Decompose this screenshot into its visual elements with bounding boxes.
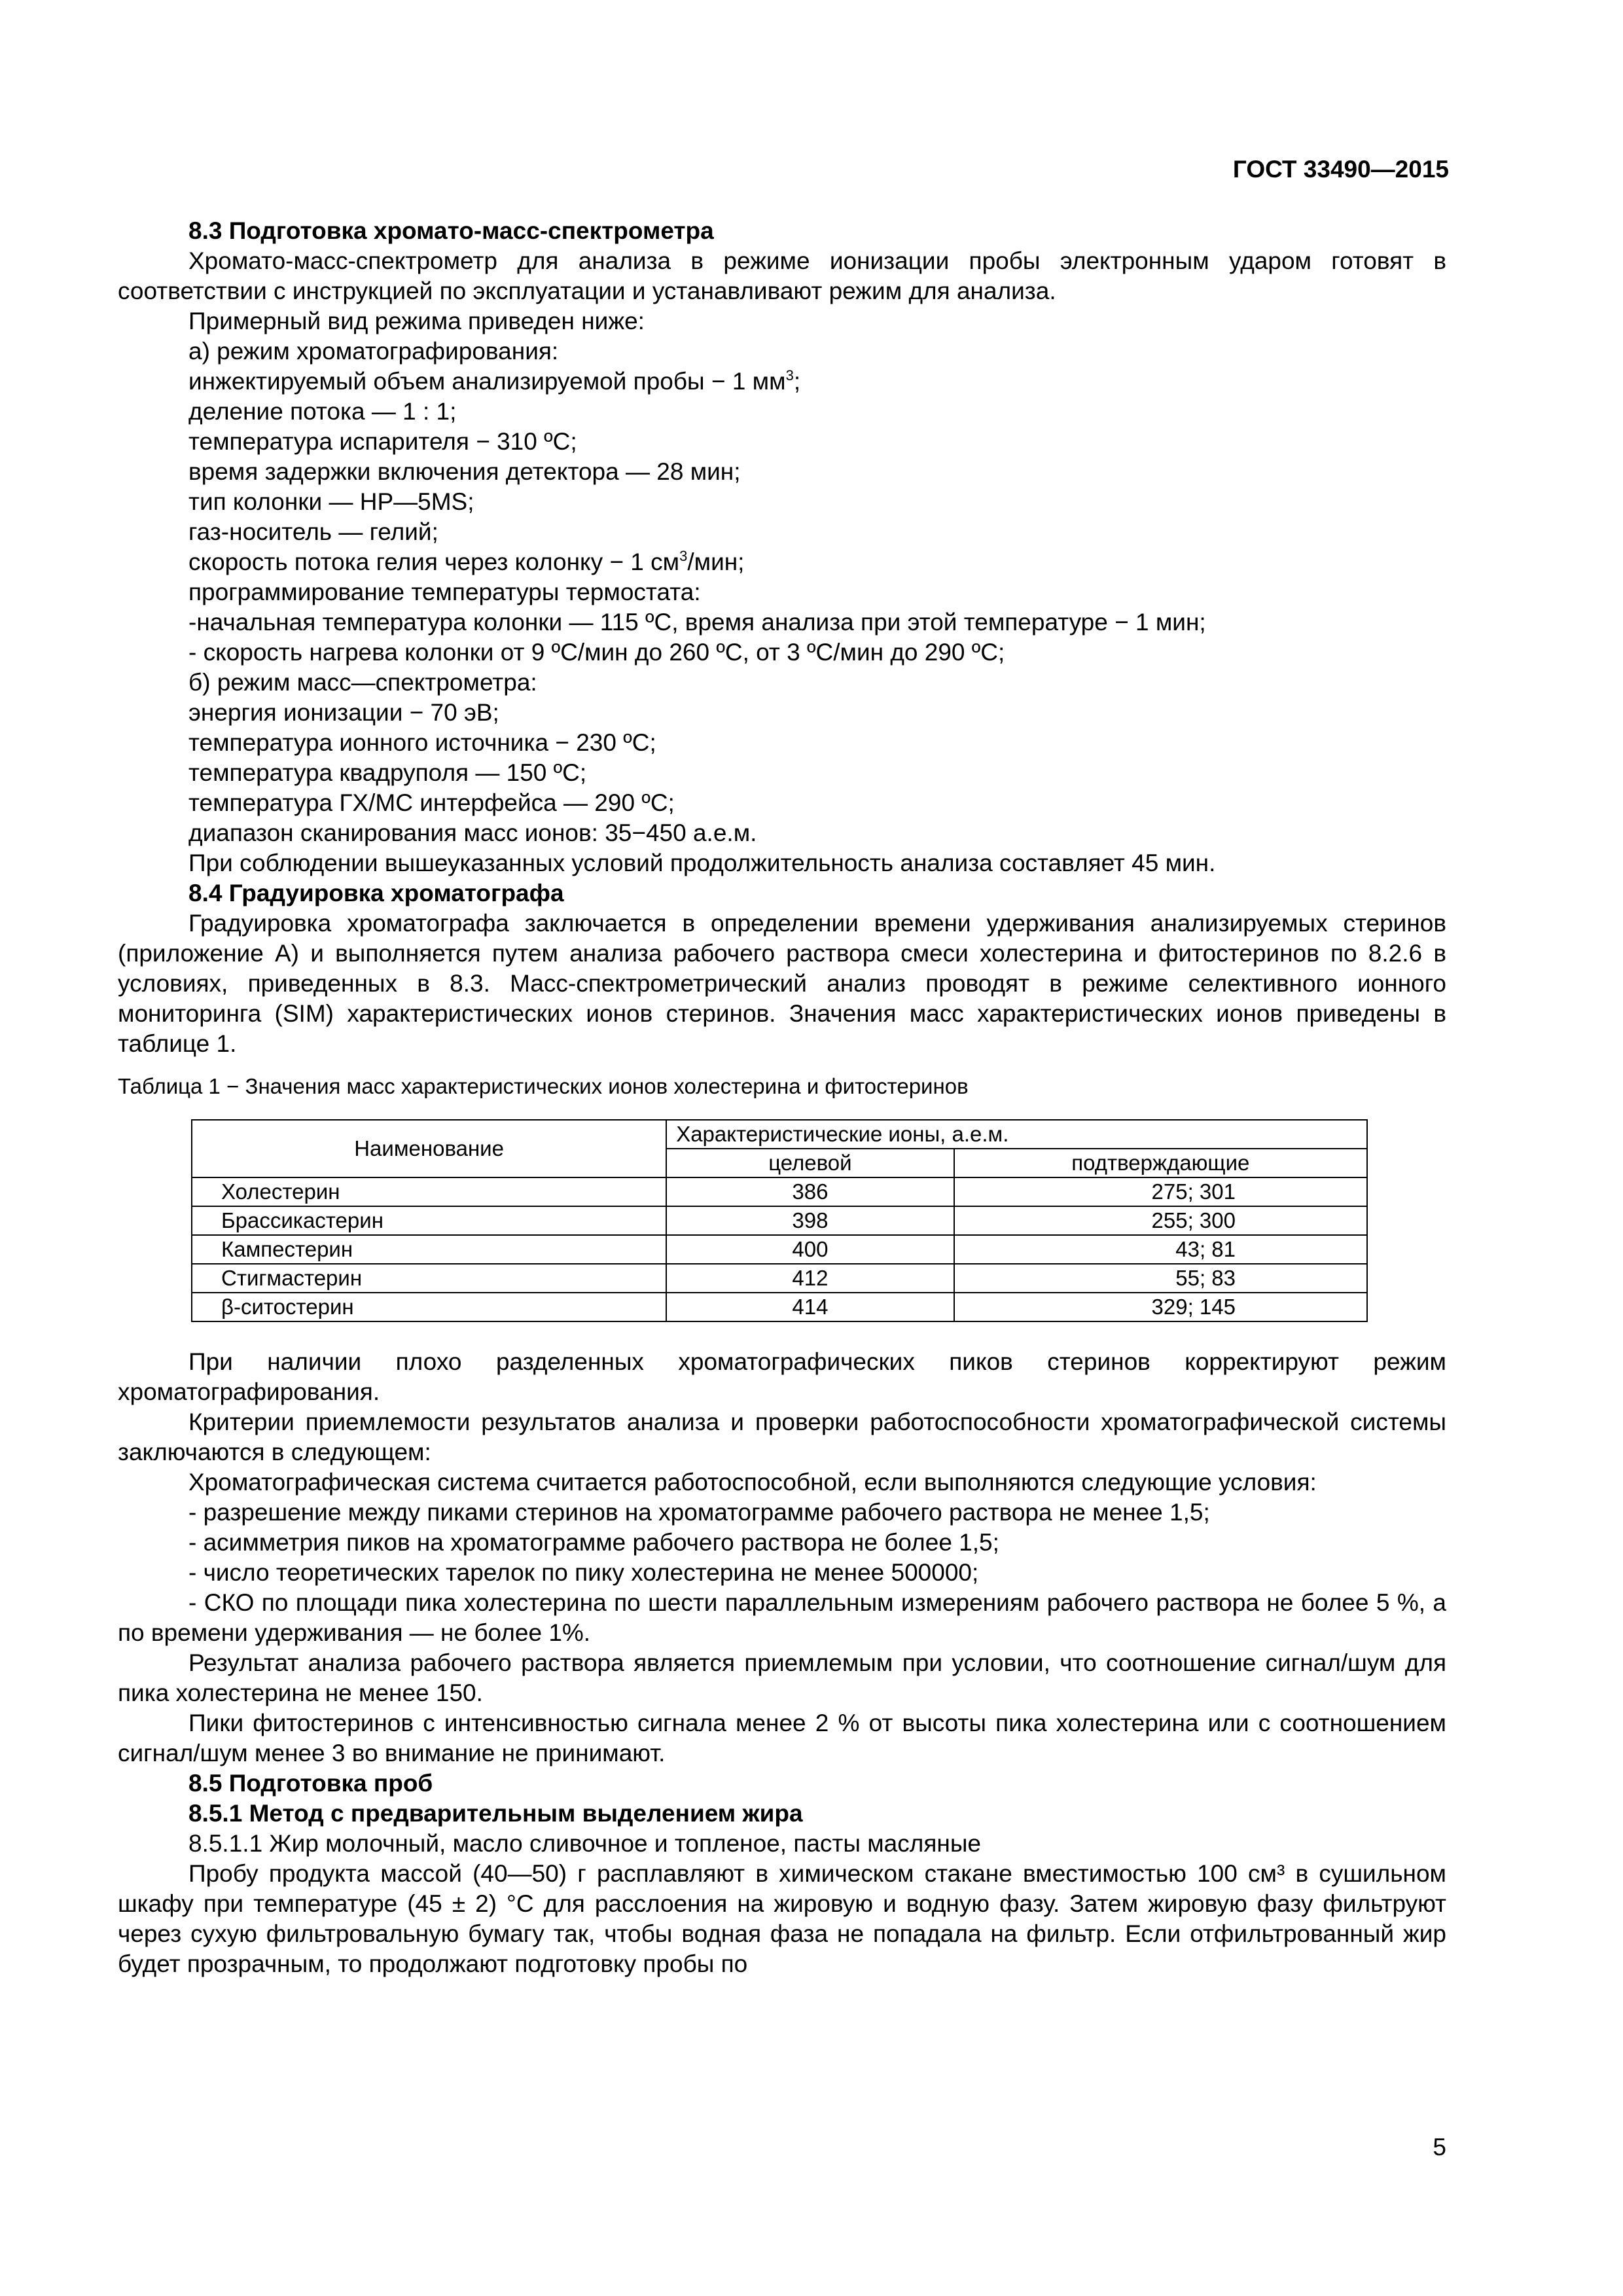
- line-scan-range: диапазон сканирования масс ионов: 35−450 а.е.м.: [188, 819, 757, 846]
- criterion-plates: - число теоретических тарелок по пику холестерина не менее 500000;: [188, 1559, 979, 1586]
- paragraph-sample-prep: Пробу продукта массой (40—50) г расплавляют в химическом стакане вместимостью 100 см³ в сушильном шкафу при температуре (45 ± 2) °С для расслоения на жировую и водную фазу. Затем жировую фазу фильтруют через сухую фильтровальную бумагу так, чтобы водная фаза не попадала на фильтр. Если отфильтрованный жир будет прозрачным, то продолжают подготовку пробы по: [118, 1860, 1446, 1977]
- table-header-name: Наименование: [192, 1120, 666, 1177]
- table-cell-target: 412: [666, 1264, 954, 1293]
- line-ionization-energy: энергия ионизации − 70 эВ;: [188, 699, 499, 726]
- document-body: [118, 216, 1446, 1979]
- line-heating-rate: - скорость нагрева колонки от 9 ºС/мин до 260 ºС, от 3 ºС/мин до 290 ºС;: [188, 639, 1005, 666]
- table-cell-target: 400: [666, 1235, 954, 1264]
- line-source-temp: температура ионного источника − 230 ºС;: [188, 729, 656, 756]
- line-mode-a-title: а) режим хроматографирования:: [188, 338, 559, 365]
- table-cell-target: 414: [666, 1293, 954, 1321]
- paragraph-intro: Хромато-масс-спектрометр для анализа в режиме ионизации пробы электронным ударом готовят в соответствии с инструкцией по эксплуатации и устанавливают режим для анализа.: [118, 247, 1446, 304]
- line-column-type: тип колонки — HP—5MS;: [188, 488, 474, 515]
- paragraph-calibration: Градуировка хроматографа заключается в определении времени удерживания анализируемых стеринов (приложение А) и выполняется путем анализа рабочего раствора смеси холестерина и фитостеринов по 8.2.6 в условиях, приведенных в 8.3. Масс-спектрометрический анализ проводят в режиме селективного ионного мониторинга (SIM) характеристических ионов стеринов. Значения масс характеристических ионов приведены в таблице 1.: [118, 910, 1446, 1057]
- paragraph-criteria: Критерии приемлемости результатов анализа и проверки работоспособности хроматографической системы заключаются в следующем:: [118, 1408, 1446, 1465]
- section-heading-8-4: 8.4 Градуировка хроматографа: [188, 880, 564, 906]
- table-cell-target: 386: [666, 1177, 954, 1206]
- table-header-target: целевой: [666, 1149, 954, 1177]
- line-carrier-gas: газ-носитель — гелий;: [188, 518, 438, 545]
- table-cell-name: Кампестерин: [192, 1235, 666, 1264]
- table-row: [192, 1235, 1367, 1264]
- paragraph-phytosterols: Пики фитостеринов с интенсивностью сигнала менее 2 % от высоты пика холестерина или с соотношением сигнал/шум менее 3 во внимание не принимают.: [118, 1710, 1446, 1767]
- table-cell-name: Холестерин: [192, 1177, 666, 1206]
- section-heading-8-3: 8.3 Подготовка хромато-масс-спектрометра: [188, 217, 714, 244]
- line-evaporator: температура испарителя − 310 ºС;: [188, 428, 577, 455]
- paragraph-signal-noise: Результат анализа рабочего раствора является приемлемым при условии, что соотношение сигнал/шум для пика холестерина не менее 150.: [118, 1649, 1446, 1706]
- criterion-resolution: - разрешение между пиками стеринов на хроматограмме рабочего раствора не менее 1,5;: [188, 1499, 1210, 1526]
- table-cell-confirm: 55; 83: [954, 1264, 1367, 1293]
- line-program: программирование температуры термостата:: [188, 579, 701, 605]
- table-header-confirm: подтверждающие: [954, 1149, 1367, 1177]
- line-interface-temp: температура ГХ/МС интерфейса — 290 ºС;: [188, 789, 675, 816]
- table-row: [192, 1293, 1367, 1321]
- table-cell-name: Стигмастерин: [192, 1264, 666, 1293]
- criterion-rsd: - СКО по площади пика холестерина по шести параллельным измерениям рабочего раствора не более 5 %, а по времени удерживания — не более 1%.: [118, 1589, 1446, 1646]
- section-heading-8-5-1-1: 8.5.1.1 Жир молочный, масло сливочное и топленое, пасты масляные: [188, 1830, 981, 1857]
- paragraph-peaks: При наличии плохо разделенных хроматографических пиков стеринов корректируют режим хроматографирования.: [118, 1348, 1446, 1405]
- table-header-group: Характеристические ионы, а.е.м.: [666, 1120, 1367, 1149]
- line-example: Примерный вид режима приведен ниже:: [188, 308, 645, 334]
- line-start-temp: -начальная температура колонки — 115 ºС, время анализа при этой температуре − 1 мин;: [188, 609, 1206, 636]
- document-id: ГОСТ 33490—2015: [1232, 156, 1449, 183]
- table-row: [192, 1264, 1367, 1293]
- ions-table: [191, 1119, 1368, 1322]
- line-quadrupole-temp: температура квадруполя — 150 ºС;: [188, 759, 587, 786]
- table-cell-target: 398: [666, 1206, 954, 1235]
- table-cell-name: β-ситостерин: [192, 1293, 666, 1321]
- line-helium-flow: скорость потока гелия через колонку − 1 $см^3$/мин;: [188, 548, 745, 575]
- table-cell-confirm: 275; 301: [954, 1177, 1367, 1206]
- line-duration: При соблюдении вышеуказанных условий продолжительность анализа составляет 45 мин.: [188, 850, 1216, 876]
- section-heading-8-5: 8.5 Подготовка проб: [188, 1770, 433, 1797]
- table-row: [192, 1206, 1367, 1235]
- line-detector-delay: время задержки включения детектора — 28 мин;: [188, 458, 741, 485]
- paragraph-system: Хроматографическая система считается работоспособной, если выполняются следующие условия:: [188, 1469, 1317, 1496]
- line-split: деление потока — 1 : 1;: [188, 398, 457, 425]
- table-caption: Таблица 1 − Значения масс характеристических ионов холестерина и фитостеринов: [118, 1074, 969, 1098]
- table-cell-confirm: 255; 300: [954, 1206, 1367, 1235]
- table-cell-confirm: 43; 81: [954, 1235, 1367, 1264]
- table-cell-name: Брассикастерин: [192, 1206, 666, 1235]
- line-mode-b-title: б) режим масс—спектрометра:: [188, 669, 537, 696]
- line-injection: инжектируемый объем анализируемой пробы − 1 $мм^3$;: [188, 367, 801, 395]
- table-row: [192, 1177, 1367, 1206]
- page-number: 5: [1433, 2134, 1446, 2161]
- criterion-asymmetry: - асимметрия пиков на хроматограмме рабочего раствора не более 1,5;: [188, 1529, 999, 1556]
- table-cell-confirm: 329; 145: [954, 1293, 1367, 1321]
- section-heading-8-5-1: 8.5.1 Метод с предварительным выделением жира: [188, 1800, 803, 1827]
